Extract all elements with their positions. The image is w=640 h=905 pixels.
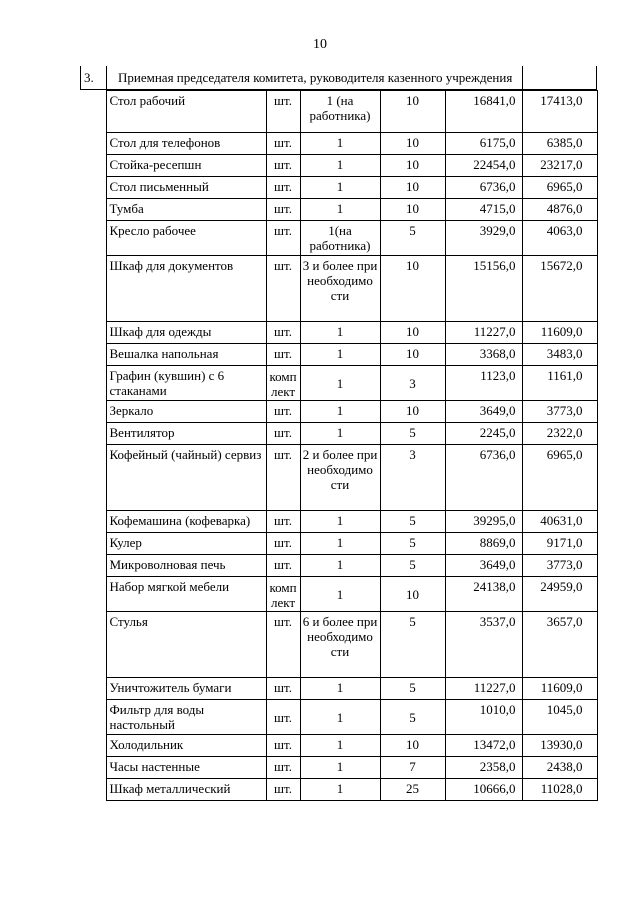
item-name-cell: Стол рабочий — [106, 91, 266, 133]
service-years-cell: 10 — [380, 133, 445, 155]
unit-cell: шт. — [266, 678, 300, 700]
unit-cell: шт. — [266, 555, 300, 577]
item-name-cell: Шкаф для документов — [106, 256, 266, 322]
section-number: 3. — [84, 70, 94, 85]
price-cell: 11227,0 — [445, 322, 522, 344]
unit-cell: шт. — [266, 199, 300, 221]
table-row — [80, 91, 597, 133]
table-body — [80, 91, 597, 801]
price-cell: 3649,0 — [445, 555, 522, 577]
row-number-cell — [80, 401, 106, 423]
item-name-cell: Шкаф для одежды — [106, 322, 266, 344]
item-name-cell: Стол для телефонов — [106, 133, 266, 155]
unit-cell: шт. — [266, 757, 300, 779]
price-cell: 1123,0 — [445, 366, 522, 401]
row-number-cell — [80, 221, 106, 256]
price-cell: 6736,0 — [445, 177, 522, 199]
price-cell: 11227,0 — [445, 678, 522, 700]
table-row — [80, 344, 597, 366]
table-row — [80, 779, 597, 801]
section-title: Приемная председателя комитета, руководителя казенного учреждения — [118, 70, 513, 85]
service-years-cell: 5 — [380, 511, 445, 533]
price-indexed-cell: 4063,0 — [522, 221, 597, 256]
price-cell: 6736,0 — [445, 445, 522, 511]
service-years-cell: 10 — [380, 256, 445, 322]
row-number-cell — [80, 555, 106, 577]
table-row — [80, 256, 597, 322]
price-indexed-cell: 3773,0 — [522, 555, 597, 577]
table-row — [80, 133, 597, 155]
price-indexed-cell: 9171,0 — [522, 533, 597, 555]
table-row — [80, 577, 597, 612]
unit-cell: шт. — [266, 133, 300, 155]
item-name-cell: Микроволновая печь — [106, 555, 266, 577]
row-number-cell — [80, 177, 106, 199]
quantity-cell: 1 — [300, 555, 380, 577]
item-name-cell: Зеркало — [106, 401, 266, 423]
unit-cell: шт. — [266, 612, 300, 678]
price-cell: 8869,0 — [445, 533, 522, 555]
row-number-cell — [80, 344, 106, 366]
row-number-cell — [80, 366, 106, 401]
service-years-cell: 5 — [380, 533, 445, 555]
service-years-cell: 10 — [380, 401, 445, 423]
table-row — [80, 445, 597, 511]
item-name-cell: Кофейный (чайный) сервиз — [106, 445, 266, 511]
price-cell: 3368,0 — [445, 344, 522, 366]
row-number-cell — [80, 91, 106, 133]
service-years-cell: 25 — [380, 779, 445, 801]
quantity-cell: 2 и более при необходимо сти — [300, 445, 380, 511]
unit-cell: шт. — [266, 511, 300, 533]
quantity-cell: 6 и более при необходимо сти — [300, 612, 380, 678]
quantity-cell: 1 — [300, 577, 380, 612]
service-years-cell: 5 — [380, 612, 445, 678]
row-number-cell — [80, 700, 106, 735]
table-row — [80, 678, 597, 700]
item-name-cell: Холодильник — [106, 735, 266, 757]
service-years-cell: 7 — [380, 757, 445, 779]
table-row — [80, 401, 597, 423]
table-row — [80, 199, 597, 221]
unit-cell: комп лект — [266, 577, 300, 612]
service-years-cell: 5 — [380, 423, 445, 445]
quantity-cell: 1 — [300, 423, 380, 445]
item-name-cell: Часы настенные — [106, 757, 266, 779]
service-years-cell: 5 — [380, 700, 445, 735]
unit-cell: шт. — [266, 91, 300, 133]
service-years-cell: 3 — [380, 445, 445, 511]
price-indexed-cell: 6385,0 — [522, 133, 597, 155]
unit-cell: шт. — [266, 221, 300, 256]
unit-cell: шт. — [266, 256, 300, 322]
item-name-cell: Графин (кувшин) с 6 стаканами — [106, 366, 266, 401]
price-cell: 3537,0 — [445, 612, 522, 678]
service-years-cell: 10 — [380, 177, 445, 199]
page-number: 10 — [313, 37, 327, 52]
price-cell: 22454,0 — [445, 155, 522, 177]
price-cell: 24138,0 — [445, 577, 522, 612]
item-name-cell: Стойка-ресепшн — [106, 155, 266, 177]
price-indexed-cell: 23217,0 — [522, 155, 597, 177]
items-table — [80, 90, 598, 801]
price-cell: 4715,0 — [445, 199, 522, 221]
unit-cell: шт. — [266, 533, 300, 555]
unit-cell: шт. — [266, 779, 300, 801]
price-indexed-cell: 3773,0 — [522, 401, 597, 423]
service-years-cell: 10 — [380, 344, 445, 366]
row-number-cell — [80, 133, 106, 155]
price-indexed-cell: 6965,0 — [522, 177, 597, 199]
row-number-cell — [80, 757, 106, 779]
unit-cell: шт. — [266, 700, 300, 735]
price-cell: 6175,0 — [445, 133, 522, 155]
table-row — [80, 366, 597, 401]
price-indexed-cell: 1045,0 — [522, 700, 597, 735]
item-name-cell: Кресло рабочее — [106, 221, 266, 256]
price-indexed-cell: 2438,0 — [522, 757, 597, 779]
quantity-cell: 1 — [300, 678, 380, 700]
item-name-cell: Уничтожитель бумаги — [106, 678, 266, 700]
row-number-cell — [80, 199, 106, 221]
quantity-cell: 1 — [300, 155, 380, 177]
unit-cell: шт. — [266, 155, 300, 177]
price-cell: 39295,0 — [445, 511, 522, 533]
unit-cell: шт. — [266, 735, 300, 757]
service-years-cell: 10 — [380, 91, 445, 133]
row-number-cell — [80, 256, 106, 322]
quantity-cell: 1 — [300, 366, 380, 401]
price-cell: 2245,0 — [445, 423, 522, 445]
row-number-cell — [80, 322, 106, 344]
service-years-cell: 10 — [380, 577, 445, 612]
unit-cell: шт. — [266, 344, 300, 366]
quantity-cell: 1(на работника) — [300, 221, 380, 256]
table-row — [80, 155, 597, 177]
service-years-cell: 5 — [380, 221, 445, 256]
quantity-cell: 1 — [300, 511, 380, 533]
price-indexed-cell: 11609,0 — [522, 322, 597, 344]
quantity-cell: 1 — [300, 322, 380, 344]
unit-cell: шт. — [266, 445, 300, 511]
row-number-cell — [80, 577, 106, 612]
price-indexed-cell: 17413,0 — [522, 91, 597, 133]
service-years-cell: 10 — [380, 155, 445, 177]
price-cell: 2358,0 — [445, 757, 522, 779]
service-years-cell: 5 — [380, 555, 445, 577]
unit-cell: шт. — [266, 423, 300, 445]
item-name-cell: Тумба — [106, 199, 266, 221]
item-name-cell: Стол письменный — [106, 177, 266, 199]
table-row — [80, 511, 597, 533]
item-name-cell: Кофемашина (кофеварка) — [106, 511, 266, 533]
unit-cell: шт. — [266, 177, 300, 199]
unit-cell: шт. — [266, 322, 300, 344]
row-number-cell — [80, 511, 106, 533]
item-name-cell: Вешалка напольная — [106, 344, 266, 366]
table-row — [80, 322, 597, 344]
row-number-cell — [80, 779, 106, 801]
price-indexed-cell: 4876,0 — [522, 199, 597, 221]
row-number-cell — [80, 155, 106, 177]
service-years-cell: 10 — [380, 735, 445, 757]
quantity-cell: 1 — [300, 177, 380, 199]
table-row — [80, 612, 597, 678]
quantity-cell: 3 и более при необходимо сти — [300, 256, 380, 322]
item-name-cell: Кулер — [106, 533, 266, 555]
service-years-cell: 10 — [380, 199, 445, 221]
equipment-table — [80, 66, 597, 801]
table-row — [80, 735, 597, 757]
row-number-cell — [80, 735, 106, 757]
service-years-cell: 3 — [380, 366, 445, 401]
price-indexed-cell: 11028,0 — [522, 779, 597, 801]
table-row — [80, 177, 597, 199]
unit-cell: шт. — [266, 401, 300, 423]
quantity-cell: 1 — [300, 533, 380, 555]
unit-cell: комп лект — [266, 366, 300, 401]
quantity-cell: 1 — [300, 199, 380, 221]
item-name-cell: Стулья — [106, 612, 266, 678]
price-indexed-cell: 1161,0 — [522, 366, 597, 401]
item-name-cell: Шкаф металлический — [106, 779, 266, 801]
price-indexed-cell: 13930,0 — [522, 735, 597, 757]
price-indexed-cell: 24959,0 — [522, 577, 597, 612]
item-name-cell: Вентилятор — [106, 423, 266, 445]
table-row — [80, 533, 597, 555]
quantity-cell: 1 — [300, 735, 380, 757]
table-row — [80, 221, 597, 256]
price-cell: 13472,0 — [445, 735, 522, 757]
price-indexed-cell: 40631,0 — [522, 511, 597, 533]
table-row — [80, 700, 597, 735]
quantity-cell: 1 (на работника) — [300, 91, 380, 133]
quantity-cell: 1 — [300, 344, 380, 366]
row-number-cell — [80, 612, 106, 678]
table-row — [80, 555, 597, 577]
row-number-cell — [80, 445, 106, 511]
quantity-cell: 1 — [300, 779, 380, 801]
row-number-cell — [80, 423, 106, 445]
quantity-cell: 1 — [300, 401, 380, 423]
price-cell: 3929,0 — [445, 221, 522, 256]
service-years-cell: 10 — [380, 322, 445, 344]
table-row — [80, 423, 597, 445]
price-cell: 15156,0 — [445, 256, 522, 322]
quantity-cell: 1 — [300, 133, 380, 155]
service-years-cell: 5 — [380, 678, 445, 700]
price-indexed-cell: 15672,0 — [522, 256, 597, 322]
price-cell: 3649,0 — [445, 401, 522, 423]
item-name-cell: Набор мягкой мебели — [106, 577, 266, 612]
price-indexed-cell: 2322,0 — [522, 423, 597, 445]
price-cell: 1010,0 — [445, 700, 522, 735]
price-indexed-cell: 6965,0 — [522, 445, 597, 511]
row-number-cell — [80, 533, 106, 555]
quantity-cell: 1 — [300, 757, 380, 779]
table-row — [80, 757, 597, 779]
section-header-row — [80, 66, 597, 90]
price-cell: 16841,0 — [445, 91, 522, 133]
item-name-cell: Фильтр для воды настольный — [106, 700, 266, 735]
row-number-cell — [80, 678, 106, 700]
price-indexed-cell: 3657,0 — [522, 612, 597, 678]
price-cell: 10666,0 — [445, 779, 522, 801]
quantity-cell: 1 — [300, 700, 380, 735]
price-indexed-cell: 11609,0 — [522, 678, 597, 700]
price-indexed-cell: 3483,0 — [522, 344, 597, 366]
